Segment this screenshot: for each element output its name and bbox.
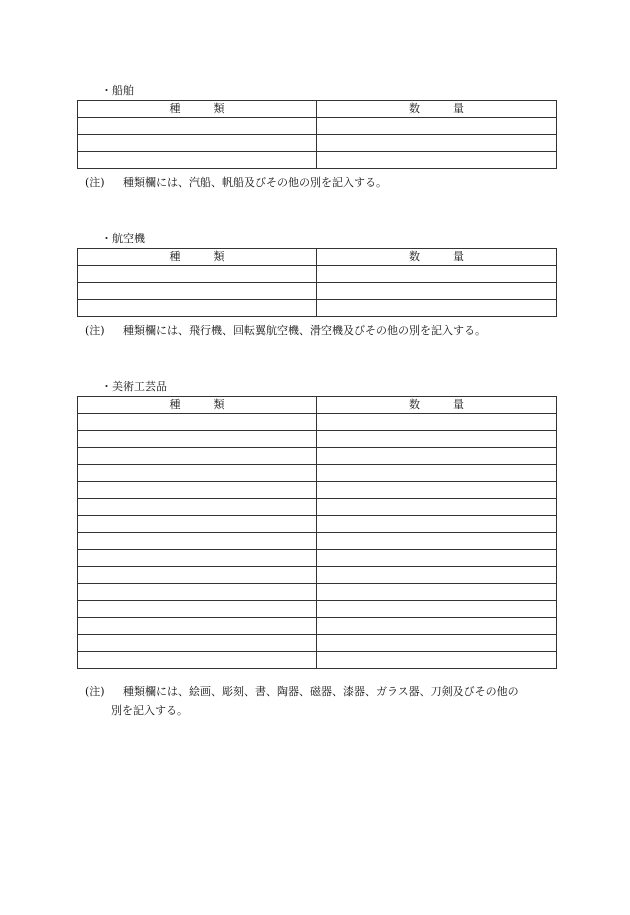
note-text: 種類欄には、絵画、彫刻、書、陶器、磁器、漆器、ガラス器、刀剣及びその他の xyxy=(123,685,519,698)
quantity-cell[interactable] xyxy=(317,584,557,601)
type-cell[interactable] xyxy=(78,652,317,669)
note-text: 種類欄には、飛行機、回転翼航空機、滑空機及びその他の別を記入する。 xyxy=(123,324,486,337)
table-row xyxy=(78,482,557,499)
quantity-cell[interactable] xyxy=(317,635,557,652)
quantity-cell[interactable] xyxy=(317,618,557,635)
artworks-table xyxy=(77,396,557,669)
type-cell[interactable] xyxy=(78,584,317,601)
type-cell[interactable] xyxy=(78,266,317,283)
section-title-artworks: ・美術工芸品 xyxy=(101,380,167,393)
type-cell[interactable] xyxy=(78,482,317,499)
ships-note xyxy=(85,174,387,192)
quantity-cell[interactable] xyxy=(317,135,557,152)
type-cell[interactable] xyxy=(78,135,317,152)
type-cell[interactable] xyxy=(78,283,317,300)
type-cell[interactable] xyxy=(78,550,317,567)
table-row xyxy=(78,118,557,135)
table-row xyxy=(78,152,557,169)
artworks-note-continued: 別を記入する。 xyxy=(111,704,188,717)
table-row xyxy=(78,266,557,283)
table-header-row xyxy=(78,101,557,118)
section-title-aircraft: ・航空機 xyxy=(101,232,145,245)
header-quantity: 数 量 xyxy=(317,397,557,414)
type-cell[interactable] xyxy=(78,601,317,618)
type-cell[interactable] xyxy=(78,448,317,465)
type-cell[interactable] xyxy=(78,618,317,635)
quantity-cell[interactable] xyxy=(317,431,557,448)
quantity-cell[interactable] xyxy=(317,567,557,584)
table-row xyxy=(78,584,557,601)
quantity-cell[interactable] xyxy=(317,118,557,135)
quantity-cell[interactable] xyxy=(317,266,557,283)
header-quantity: 数 量 xyxy=(317,101,557,118)
table-row xyxy=(78,283,557,300)
table-row xyxy=(78,448,557,465)
note-text: 種類欄には、汽船、帆船及びその他の別を記入する。 xyxy=(123,176,387,189)
header-type: 種 類 xyxy=(78,249,317,266)
quantity-cell[interactable] xyxy=(317,448,557,465)
table-row xyxy=(78,635,557,652)
quantity-cell[interactable] xyxy=(317,414,557,431)
table-row xyxy=(78,516,557,533)
quantity-cell[interactable] xyxy=(317,300,557,317)
quantity-cell[interactable] xyxy=(317,533,557,550)
table-row xyxy=(78,618,557,635)
aircraft-note xyxy=(85,322,486,340)
quantity-cell[interactable] xyxy=(317,465,557,482)
type-cell[interactable] xyxy=(78,516,317,533)
table-row xyxy=(78,533,557,550)
type-cell[interactable] xyxy=(78,635,317,652)
header-type: 種 類 xyxy=(78,397,317,414)
aircraft-table xyxy=(77,248,557,317)
quantity-cell[interactable] xyxy=(317,652,557,669)
table-row xyxy=(78,499,557,516)
table-row xyxy=(78,135,557,152)
quantity-cell[interactable] xyxy=(317,283,557,300)
type-cell[interactable] xyxy=(78,300,317,317)
ships-table xyxy=(77,100,557,169)
type-cell[interactable] xyxy=(78,431,317,448)
type-cell[interactable] xyxy=(78,118,317,135)
quantity-cell[interactable] xyxy=(317,516,557,533)
type-cell[interactable] xyxy=(78,499,317,516)
quantity-cell[interactable] xyxy=(317,601,557,618)
table-row xyxy=(78,431,557,448)
table-row xyxy=(78,414,557,431)
table-row xyxy=(78,300,557,317)
type-cell[interactable] xyxy=(78,465,317,482)
artworks-note xyxy=(85,683,519,701)
type-cell[interactable] xyxy=(78,533,317,550)
table-row xyxy=(78,465,557,482)
quantity-cell[interactable] xyxy=(317,499,557,516)
header-type: 種 類 xyxy=(78,101,317,118)
type-cell[interactable] xyxy=(78,152,317,169)
table-row xyxy=(78,652,557,669)
quantity-cell[interactable] xyxy=(317,550,557,567)
table-header-row xyxy=(78,397,557,414)
table-row xyxy=(78,550,557,567)
table-row xyxy=(78,601,557,618)
type-cell[interactable] xyxy=(78,567,317,584)
quantity-cell[interactable] xyxy=(317,152,557,169)
note-label: (注) xyxy=(85,324,105,337)
table-row xyxy=(78,567,557,584)
header-quantity: 数 量 xyxy=(317,249,557,266)
section-title-ships: ・船舶 xyxy=(101,84,134,97)
type-cell[interactable] xyxy=(78,414,317,431)
table-header-row xyxy=(78,249,557,266)
note-label: (注) xyxy=(85,685,105,698)
note-label: (注) xyxy=(85,176,105,189)
quantity-cell[interactable] xyxy=(317,482,557,499)
